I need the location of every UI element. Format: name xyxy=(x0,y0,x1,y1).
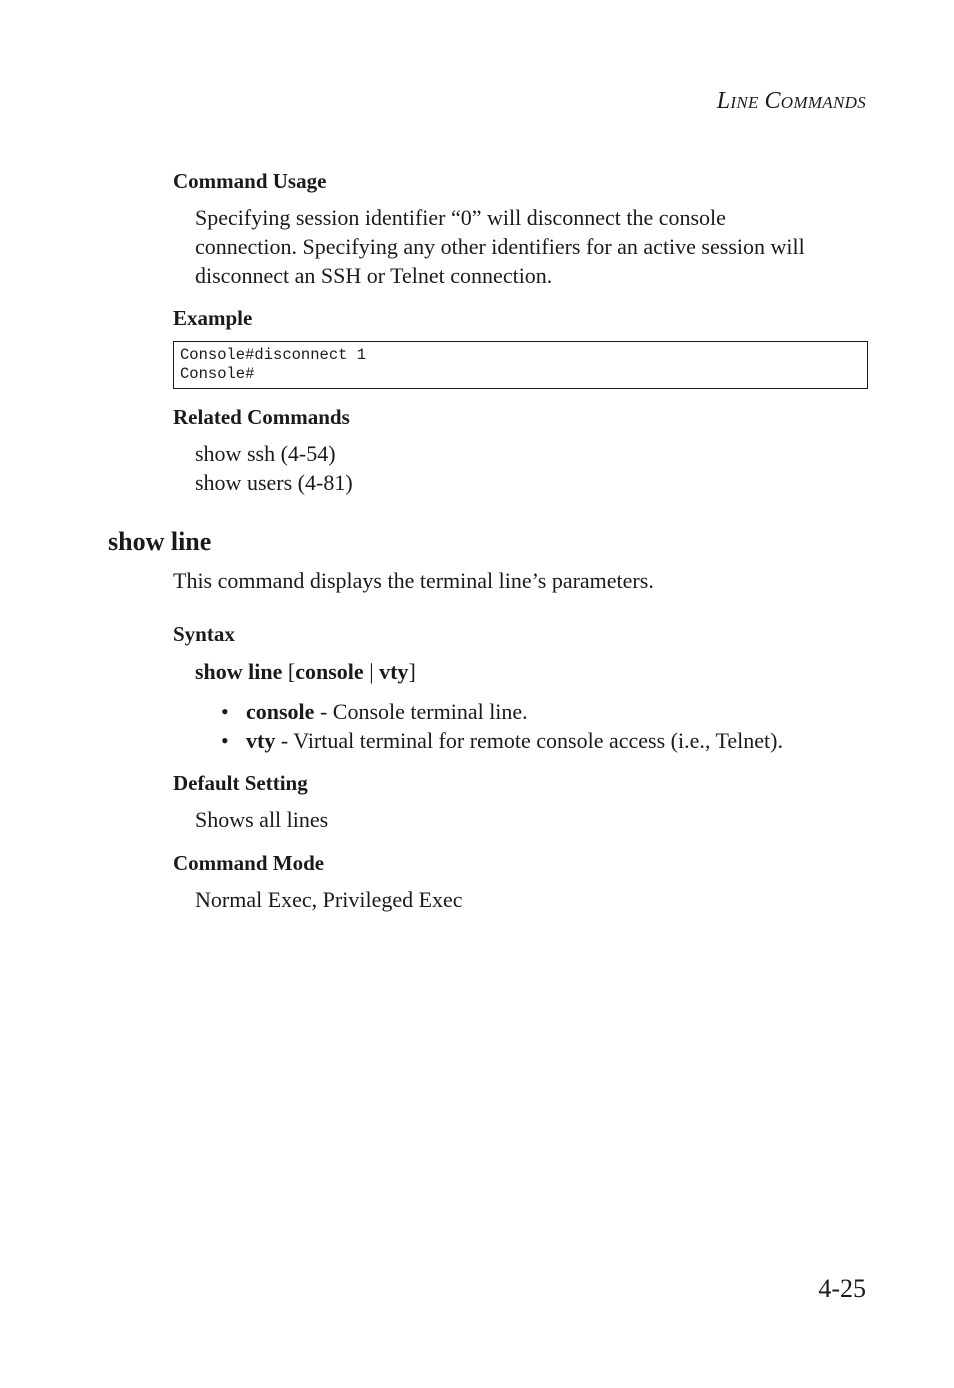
syntax-command: show line xyxy=(195,659,283,684)
syntax-separator: | xyxy=(363,659,380,684)
running-header-rest-1: INE xyxy=(730,93,759,112)
running-header-rest-2: OMMANDS xyxy=(780,93,866,112)
parameter-item xyxy=(221,726,783,755)
parameter-description: - Console terminal line. xyxy=(314,699,528,724)
related-commands-heading: Related Commands xyxy=(173,405,350,429)
related-command-item: show users (4-81) xyxy=(195,470,353,495)
page-number: 4-25 xyxy=(818,1274,866,1303)
syntax-open-bracket: [ xyxy=(282,659,296,684)
command-usage-line: connection. Specifying any other identifiers for an active session will xyxy=(195,234,805,259)
syntax-heading: Syntax xyxy=(173,622,235,646)
parameter-name: console xyxy=(246,699,315,724)
parameter-item xyxy=(221,697,783,726)
example-code-block xyxy=(173,341,868,389)
example-heading: Example xyxy=(173,306,253,330)
bullet-icon: • xyxy=(221,728,229,753)
syntax-close-bracket: ] xyxy=(408,659,416,684)
command-usage-heading: Command Usage xyxy=(173,169,327,193)
bullet-icon: • xyxy=(221,699,229,724)
command-mode-value: Normal Exec, Privileged Exec xyxy=(195,887,463,912)
related-command-item: show ssh (4-54) xyxy=(195,441,336,466)
syntax-option-console: console xyxy=(295,659,364,684)
section-title: show line xyxy=(108,527,212,556)
running-header-cap-1: L xyxy=(716,88,731,114)
command-usage-line: Specifying session identifier “0” will disconnect the console xyxy=(195,205,726,230)
code-line: Console#disconnect 1 xyxy=(180,346,367,364)
running-header xyxy=(717,88,866,115)
command-usage-paragraph xyxy=(195,203,855,290)
section-description: This command displays the terminal line’s parameters. xyxy=(173,568,654,593)
default-setting-heading: Default Setting xyxy=(173,771,308,795)
command-mode-heading: Command Mode xyxy=(173,851,325,875)
syntax-option-vty: vty xyxy=(379,659,409,684)
related-commands-list xyxy=(195,439,855,497)
parameter-description: - Virtual terminal for remote console access (i.e., Telnet). xyxy=(275,728,783,753)
syntax-line xyxy=(195,657,416,686)
running-header-cap-2: C xyxy=(764,88,781,114)
parameter-name: vty xyxy=(246,728,276,753)
parameter-list xyxy=(221,697,783,755)
code-line: Console# xyxy=(180,365,255,383)
default-setting-value: Shows all lines xyxy=(195,807,329,832)
command-usage-line: disconnect an SSH or Telnet connection. xyxy=(195,263,553,288)
